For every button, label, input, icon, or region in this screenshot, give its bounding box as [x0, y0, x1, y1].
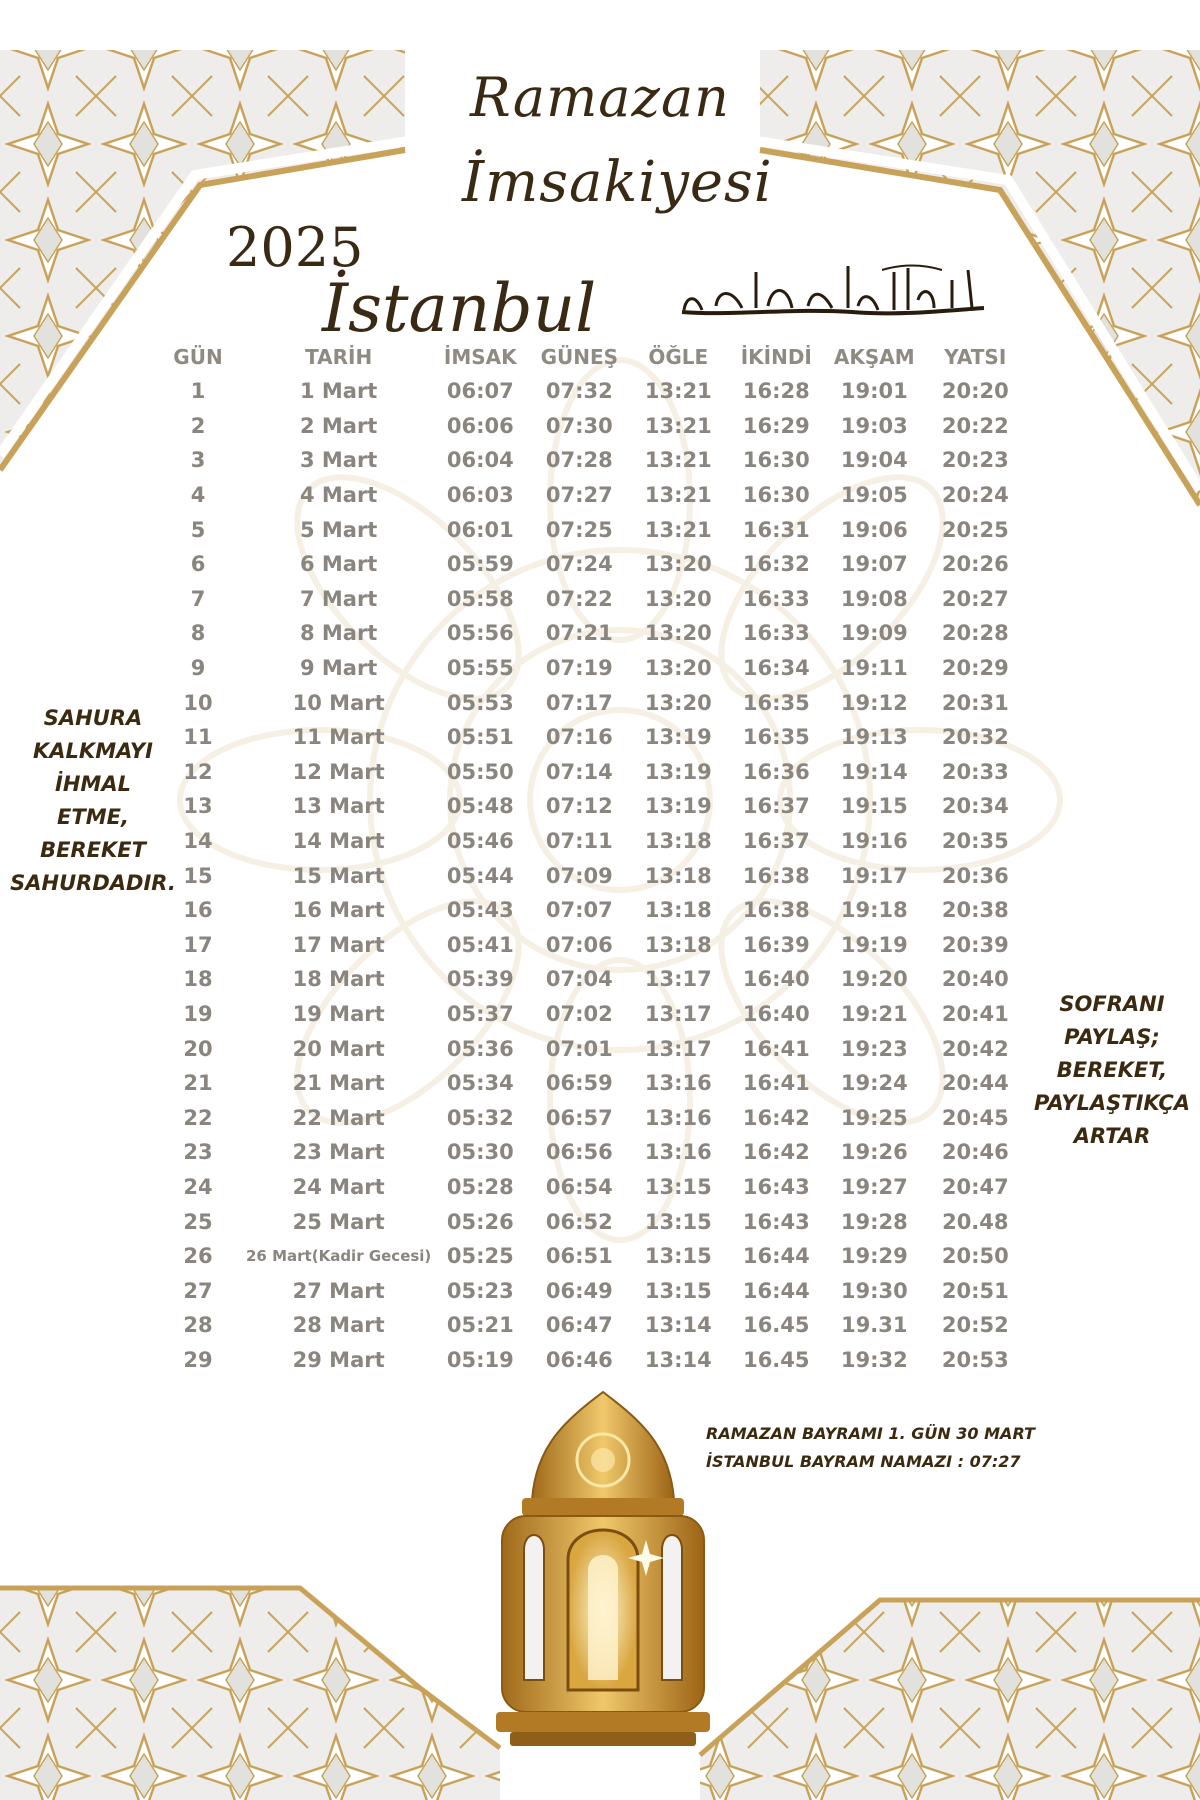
bayram-info — [706, 1420, 1035, 1476]
cell-gunes: 06:57 — [545, 1105, 613, 1130]
cell-yatsi: 20:33 — [941, 759, 1009, 784]
cell-ikindi: 16:42 — [742, 1105, 810, 1130]
bayram-date: RAMAZAN BAYRAMI 1. GÜN 30 MART — [706, 1424, 1035, 1443]
note-left — [0, 702, 186, 900]
cell-imsak: 06:06 — [446, 413, 514, 438]
cell-yatsi: 20:27 — [941, 586, 1009, 611]
cell-ogle: 13:20 — [644, 586, 712, 611]
bayram-prayer-time: İSTANBUL BAYRAM NAMAZI : 07:27 — [706, 1452, 1021, 1471]
cell-gunes: 06:52 — [545, 1209, 613, 1234]
cell-imsak: 06:07 — [446, 379, 514, 404]
cell-aksam: 19:13 — [840, 725, 908, 750]
cell-gun: 25 — [183, 1209, 213, 1234]
cell-ikindi: 16:37 — [742, 794, 810, 819]
cell-yatsi: 20:39 — [941, 932, 1009, 957]
cell-aksam: 19:08 — [840, 586, 908, 611]
cell-gun: 16 — [183, 898, 213, 923]
cell-ogle: 13:20 — [644, 552, 712, 577]
cell-imsak: 05:21 — [446, 1313, 514, 1338]
note-left-line: ETME, — [57, 805, 129, 829]
cell-ikindi: 16.45 — [743, 1313, 810, 1338]
cell-gunes: 07:09 — [545, 863, 613, 888]
cell-aksam: 19:20 — [840, 967, 908, 992]
cell-yatsi: 20:26 — [941, 552, 1009, 577]
cell-tarih: 12 Mart — [292, 759, 385, 784]
col-header-aksam: AKŞAM — [833, 345, 915, 369]
cell-gun: 13 — [183, 794, 213, 819]
cell-ikindi: 16:36 — [742, 759, 810, 784]
col-header-yatsi: YATSI — [944, 345, 1007, 369]
note-left-line: KALKMAYI — [33, 739, 153, 763]
cell-imsak: 05:34 — [446, 1071, 514, 1096]
cell-tarih: 20 Mart — [292, 1036, 385, 1061]
cell-aksam: 19:11 — [840, 656, 908, 681]
cell-aksam: 19:21 — [840, 1001, 908, 1026]
cell-ikindi: 16:40 — [742, 1001, 810, 1026]
cell-aksam: 19:23 — [840, 1036, 908, 1061]
cell-tarih: 4 Mart — [299, 483, 378, 508]
cell-gunes: 07:21 — [545, 621, 613, 646]
cell-gun: 8 — [190, 621, 206, 646]
cell-imsak: 05:53 — [446, 690, 514, 715]
cell-gun: 14 — [183, 829, 213, 854]
col-header-tarih: TARİH — [305, 345, 373, 369]
cell-tarih: 6 Mart — [299, 552, 378, 577]
cell-gunes: 06:49 — [545, 1278, 613, 1303]
note-left-line: SAHURA — [43, 706, 143, 730]
cell-ogle: 13:14 — [644, 1313, 712, 1338]
cell-gun: 2 — [190, 413, 206, 438]
cell-yatsi: 20:28 — [941, 621, 1009, 646]
cell-aksam: 19:06 — [840, 517, 908, 542]
cell-ogle: 13:16 — [644, 1140, 712, 1165]
cell-gun: 6 — [190, 552, 206, 577]
table-row — [150, 1135, 1027, 1170]
table-row — [150, 858, 1027, 893]
cell-tarih: 13 Mart — [292, 794, 385, 819]
cell-tarih: 16 Mart — [292, 898, 385, 923]
cell-imsak: 05:59 — [446, 552, 514, 577]
city-label: İstanbul — [322, 270, 597, 347]
cell-ikindi: 16:42 — [742, 1140, 810, 1165]
cell-ogle: 13:21 — [644, 517, 712, 542]
note-right-line: PAYLAŞ; — [1064, 1025, 1160, 1049]
cell-ikindi: 16:43 — [742, 1209, 810, 1234]
cell-tarih: 25 Mart — [292, 1209, 385, 1234]
cell-tarih: 15 Mart — [292, 863, 385, 888]
cell-imsak: 05:41 — [446, 932, 514, 957]
note-left-line: SAHURDADIR. — [10, 871, 176, 895]
cell-tarih: 22 Mart — [292, 1105, 385, 1130]
table-row — [150, 478, 1027, 513]
cell-gun: 29 — [183, 1347, 213, 1372]
cell-ikindi: 16:30 — [742, 483, 810, 508]
cell-yatsi: 20:47 — [941, 1174, 1009, 1199]
cell-yatsi: 20:36 — [941, 863, 1009, 888]
cell-aksam: 19:19 — [840, 932, 908, 957]
cell-gunes: 07:17 — [545, 690, 613, 715]
table-row — [150, 1066, 1027, 1101]
cell-tarih: 5 Mart — [299, 517, 378, 542]
cell-gunes: 07:16 — [545, 725, 613, 750]
cell-yatsi: 20:31 — [941, 690, 1009, 715]
cell-tarih: 7 Mart — [299, 586, 378, 611]
cell-ogle: 13:15 — [644, 1244, 712, 1269]
cell-ikindi: 16:32 — [742, 552, 810, 577]
cell-ogle: 13:20 — [644, 690, 712, 715]
cell-gunes: 07:24 — [545, 552, 613, 577]
cell-gunes: 06:51 — [545, 1244, 613, 1269]
cell-gunes: 07:25 — [545, 517, 613, 542]
cell-aksam: 19:14 — [840, 759, 908, 784]
cell-imsak: 05:50 — [446, 759, 514, 784]
cell-ogle: 13:20 — [644, 621, 712, 646]
cell-gun: 17 — [183, 932, 213, 957]
table-row — [150, 443, 1027, 478]
cell-tarih: 26 Mart(Kadir Gecesi) — [246, 1247, 432, 1266]
cell-gunes: 07:27 — [545, 483, 613, 508]
note-left-line: İHMAL — [55, 772, 131, 796]
cell-ikindi: 16:41 — [742, 1071, 810, 1096]
cell-ogle: 13:15 — [644, 1209, 712, 1234]
col-header-ogle: ÖĞLE — [648, 345, 709, 369]
cell-yatsi: 20:20 — [941, 379, 1009, 404]
cell-aksam: 19:30 — [840, 1278, 908, 1303]
cell-gun: 28 — [183, 1313, 213, 1338]
cell-gun: 27 — [183, 1278, 213, 1303]
cell-ikindi: 16:29 — [742, 413, 810, 438]
cell-imsak: 05:46 — [446, 829, 514, 854]
cell-aksam: 19:15 — [840, 794, 908, 819]
cell-tarih: 21 Mart — [292, 1071, 385, 1096]
cell-aksam: 19:28 — [840, 1209, 908, 1234]
cell-gunes: 07:02 — [545, 1001, 613, 1026]
cell-gun: 23 — [183, 1140, 213, 1165]
col-header-imsak: İMSAK — [443, 345, 517, 369]
cell-ogle: 13:18 — [644, 932, 712, 957]
table-row — [150, 1204, 1027, 1239]
table-row — [150, 374, 1027, 409]
table-row — [150, 824, 1027, 859]
cell-gunes: 07:14 — [545, 759, 613, 784]
cell-yatsi: 20:40 — [941, 967, 1009, 992]
cell-aksam: 19:01 — [840, 379, 908, 404]
besmele-calligraphy — [672, 250, 992, 330]
cell-yatsi: 20:23 — [941, 448, 1009, 473]
table-row — [150, 755, 1027, 790]
cell-gun: 19 — [183, 1001, 213, 1026]
cell-yatsi: 20:24 — [941, 483, 1009, 508]
cell-gun: 18 — [183, 967, 213, 992]
cell-ogle: 13:18 — [644, 898, 712, 923]
cell-yatsi: 20:41 — [941, 1001, 1009, 1026]
cell-ogle: 13:15 — [644, 1278, 712, 1303]
table-row — [150, 893, 1027, 928]
cell-aksam: 19:05 — [840, 483, 908, 508]
cell-tarih: 17 Mart — [292, 932, 385, 957]
cell-ikindi: 16:39 — [742, 932, 810, 957]
cell-gun: 22 — [183, 1105, 213, 1130]
cell-gunes: 07:28 — [545, 448, 613, 473]
cell-ikindi: 16:33 — [742, 586, 810, 611]
cell-gun: 10 — [183, 690, 213, 715]
cell-tarih: 23 Mart — [292, 1140, 385, 1165]
cell-gunes: 07:22 — [545, 586, 613, 611]
cell-aksam: 19:27 — [840, 1174, 908, 1199]
cell-yatsi: 20:42 — [941, 1036, 1009, 1061]
table-row — [150, 997, 1027, 1032]
cell-ogle: 13:21 — [644, 379, 712, 404]
table-row — [150, 685, 1027, 720]
cell-ogle: 13:19 — [644, 794, 712, 819]
cell-yatsi: 20:29 — [941, 656, 1009, 681]
cell-yatsi: 20:35 — [941, 829, 1009, 854]
bottom-left-pattern — [0, 1590, 500, 1800]
cell-gunes: 07:11 — [545, 829, 613, 854]
cell-gun: 3 — [190, 448, 206, 473]
cell-gun: 7 — [190, 586, 206, 611]
cell-aksam: 19:17 — [840, 863, 908, 888]
cell-imsak: 05:37 — [446, 1001, 514, 1026]
cell-tarih: 3 Mart — [299, 448, 378, 473]
cell-ikindi: 16:38 — [742, 898, 810, 923]
cell-ikindi: 16:35 — [742, 725, 810, 750]
cell-ogle: 13:16 — [644, 1105, 712, 1130]
note-right-line: BEREKET, — [1056, 1058, 1168, 1082]
cell-gun: 11 — [183, 725, 213, 750]
cell-yatsi: 20:38 — [941, 898, 1009, 923]
cell-gunes: 07:07 — [545, 898, 613, 923]
table-row — [150, 512, 1027, 547]
table-row — [150, 651, 1027, 686]
table-row — [150, 928, 1027, 963]
cell-ogle: 13:19 — [644, 759, 712, 784]
cell-ikindi: 16:40 — [742, 967, 810, 992]
cell-ogle: 13:21 — [644, 448, 712, 473]
cell-imsak: 05:25 — [446, 1244, 514, 1269]
cell-yatsi: 20:32 — [941, 725, 1009, 750]
cell-gun: 24 — [183, 1174, 213, 1199]
table-row — [150, 1308, 1027, 1343]
cell-ikindi: 16:34 — [742, 656, 810, 681]
cell-gunes: 07:32 — [545, 379, 613, 404]
cell-aksam: 19:16 — [840, 829, 908, 854]
cell-imsak: 06:03 — [446, 483, 514, 508]
table-row — [150, 720, 1027, 755]
cell-imsak: 05:56 — [446, 621, 514, 646]
cell-yatsi: 20:52 — [941, 1313, 1009, 1338]
table-row — [150, 1343, 1027, 1378]
cell-ikindi: 16.45 — [743, 1347, 810, 1372]
table-row — [150, 1100, 1027, 1135]
cell-imsak: 05:55 — [446, 656, 514, 681]
cell-tarih: 14 Mart — [292, 829, 385, 854]
cell-ikindi: 16:31 — [742, 517, 810, 542]
cell-ikindi: 16:44 — [742, 1278, 810, 1303]
table-row — [150, 1239, 1027, 1274]
cell-tarih: 29 Mart — [292, 1347, 385, 1372]
cell-gunes: 06:59 — [545, 1071, 613, 1096]
table-body — [150, 374, 1027, 1377]
cell-yatsi: 20:53 — [941, 1347, 1009, 1372]
cell-imsak: 06:04 — [446, 448, 514, 473]
cell-yatsi: 20:22 — [941, 413, 1009, 438]
note-right-line: ARTAR — [1073, 1124, 1151, 1148]
cell-gun: 4 — [190, 483, 206, 508]
cell-ogle: 13:18 — [644, 863, 712, 888]
bottom-right-pattern — [700, 1600, 1200, 1800]
cell-gunes: 07:30 — [545, 413, 613, 438]
table-row — [150, 962, 1027, 997]
cell-ikindi: 16:30 — [742, 448, 810, 473]
cell-gun: 15 — [183, 863, 213, 888]
cell-aksam: 19:09 — [840, 621, 908, 646]
cell-ogle: 13:17 — [644, 1036, 712, 1061]
cell-aksam: 19:32 — [840, 1347, 908, 1372]
table-row — [150, 789, 1027, 824]
cell-tarih: 24 Mart — [292, 1174, 385, 1199]
col-header-gun: GÜN — [173, 345, 223, 369]
lantern-icon — [496, 1390, 710, 1748]
note-right — [1024, 988, 1200, 1153]
cell-tarih: 1 Mart — [299, 379, 378, 404]
table-row — [150, 547, 1027, 582]
cell-gunes: 06:54 — [545, 1174, 613, 1199]
table-row — [150, 616, 1027, 651]
cell-tarih: 2 Mart — [299, 413, 378, 438]
cell-yatsi: 20:25 — [941, 517, 1009, 542]
cell-imsak: 05:19 — [446, 1347, 514, 1372]
cell-yatsi: 20:34 — [941, 794, 1009, 819]
cell-yatsi: 20:44 — [941, 1071, 1009, 1096]
cell-imsak: 05:36 — [446, 1036, 514, 1061]
cell-yatsi: 20.48 — [942, 1209, 1009, 1234]
cell-tarih: 10 Mart — [292, 690, 385, 715]
cell-ogle: 13:14 — [644, 1347, 712, 1372]
cell-ikindi: 16:28 — [742, 379, 810, 404]
table-row — [150, 409, 1027, 444]
title-ramazan: Ramazan — [470, 66, 730, 129]
cell-ogle: 13:19 — [644, 725, 712, 750]
note-left-line: BEREKET — [40, 838, 146, 862]
cell-tarih: 18 Mart — [292, 967, 385, 992]
cell-aksam: 19:12 — [840, 690, 908, 715]
cell-gun: 1 — [190, 379, 206, 404]
prayer-times-table — [150, 340, 1027, 1377]
cell-imsak: 05:26 — [446, 1209, 514, 1234]
note-right-line: PAYLAŞTIKÇA — [1033, 1091, 1190, 1115]
cell-aksam: 19:25 — [840, 1105, 908, 1130]
year-label: 2025 — [226, 216, 364, 279]
table-header-row — [150, 340, 1027, 374]
cell-aksam: 19:26 — [840, 1140, 908, 1165]
cell-tarih: 19 Mart — [292, 1001, 385, 1026]
cell-ikindi: 16:33 — [742, 621, 810, 646]
cell-ikindi: 16:41 — [742, 1036, 810, 1061]
table-row — [150, 1170, 1027, 1205]
cell-gun: 20 — [183, 1036, 213, 1061]
cell-ikindi: 16:38 — [742, 863, 810, 888]
cell-gun: 21 — [183, 1071, 213, 1096]
cell-ogle: 13:21 — [644, 413, 712, 438]
cell-gunes: 07:12 — [545, 794, 613, 819]
cell-ogle: 13:20 — [644, 656, 712, 681]
cell-imsak: 06:01 — [446, 517, 514, 542]
cell-gunes: 06:46 — [545, 1347, 613, 1372]
cell-imsak: 05:32 — [446, 1105, 514, 1130]
cell-gun: 5 — [190, 517, 206, 542]
cell-yatsi: 20:46 — [941, 1140, 1009, 1165]
cell-gunes: 07:04 — [545, 967, 613, 992]
cell-gun: 26 — [183, 1244, 213, 1269]
cell-tarih: 27 Mart — [292, 1278, 385, 1303]
cell-imsak: 05:28 — [446, 1174, 514, 1199]
cell-gunes: 06:47 — [545, 1313, 613, 1338]
cell-ikindi: 16:44 — [742, 1244, 810, 1269]
cell-imsak: 05:58 — [446, 586, 514, 611]
cell-tarih: 8 Mart — [299, 621, 378, 646]
cell-tarih: 28 Mart — [292, 1313, 385, 1338]
cell-ikindi: 16:37 — [742, 829, 810, 854]
col-header-gunes: GÜNEŞ — [540, 345, 619, 369]
cell-ikindi: 16:43 — [742, 1174, 810, 1199]
cell-imsak: 05:43 — [446, 898, 514, 923]
cell-imsak: 05:23 — [446, 1278, 514, 1303]
cell-imsak: 05:44 — [446, 863, 514, 888]
cell-imsak: 05:39 — [446, 967, 514, 992]
cell-aksam: 19:03 — [840, 413, 908, 438]
cell-aksam: 19:07 — [840, 552, 908, 577]
cell-ogle: 13:17 — [644, 1001, 712, 1026]
cell-gunes: 06:56 — [545, 1140, 613, 1165]
cell-ogle: 13:18 — [644, 829, 712, 854]
table-row — [150, 1273, 1027, 1308]
cell-aksam: 19:24 — [840, 1071, 908, 1096]
title-imsakiyesi: İmsakiyesi — [462, 150, 773, 215]
cell-ogle: 13:15 — [644, 1174, 712, 1199]
table-row — [150, 1031, 1027, 1066]
cell-imsak: 05:48 — [446, 794, 514, 819]
cell-aksam: 19:18 — [840, 898, 908, 923]
cell-aksam: 19:29 — [840, 1244, 908, 1269]
note-right-line: SOFRANI — [1059, 992, 1165, 1016]
cell-gunes: 07:01 — [545, 1036, 613, 1061]
cell-ogle: 13:21 — [644, 483, 712, 508]
cell-yatsi: 20:45 — [941, 1105, 1009, 1130]
cell-gun: 9 — [190, 656, 206, 681]
cell-yatsi: 20:50 — [941, 1244, 1009, 1269]
cell-ikindi: 16:35 — [742, 690, 810, 715]
cell-tarih: 11 Mart — [292, 725, 385, 750]
cell-aksam: 19:04 — [840, 448, 908, 473]
table-row — [150, 582, 1027, 617]
cell-gunes: 07:06 — [545, 932, 613, 957]
cell-ogle: 13:17 — [644, 967, 712, 992]
cell-aksam: 19.31 — [841, 1313, 908, 1338]
cell-gun: 12 — [183, 759, 213, 784]
cell-tarih: 9 Mart — [299, 656, 378, 681]
cell-imsak: 05:30 — [446, 1140, 514, 1165]
cell-yatsi: 20:51 — [941, 1278, 1009, 1303]
cell-imsak: 05:51 — [446, 725, 514, 750]
cell-ogle: 13:16 — [644, 1071, 712, 1096]
cell-gunes: 07:19 — [545, 656, 613, 681]
col-header-ikindi: İKİNDİ — [740, 345, 812, 369]
